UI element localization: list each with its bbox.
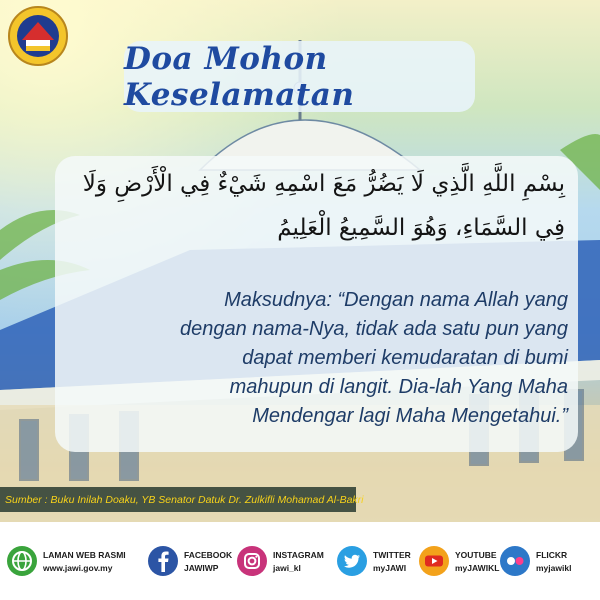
social-facebook[interactable] — [147, 545, 232, 577]
globe-icon — [6, 545, 38, 577]
jawi-logo — [6, 4, 70, 68]
source-banner — [0, 487, 364, 512]
social-label: INSTAGRAM — [273, 549, 324, 560]
meaning-line-3: dapat memberi kemudaratan di bumi — [242, 347, 568, 369]
youtube-icon — [418, 545, 450, 577]
meaning-line-5: Mendengar lagi Maha Mengetahui.” — [252, 405, 568, 427]
page-title: Doa Mohon Keselamatan — [124, 40, 355, 113]
meaning-line-1: Maksudnya: “Dengan nama Allah yang — [224, 289, 568, 311]
social-value: myJAWI — [373, 562, 407, 573]
social-value: www.jawi.gov.my — [43, 562, 113, 573]
meaning-line-4: mahupun di langit. Dia-lah Yang Maha — [229, 376, 568, 398]
meaning-line-2: dengan nama-Nya, tidak ada satu pun yang — [179, 318, 568, 340]
social-instagram[interactable] — [236, 545, 324, 577]
social-value: myJAWIKL — [455, 562, 500, 573]
prayer-meaning — [68, 286, 568, 431]
twitter-icon — [336, 545, 368, 577]
social-label: YOUTUBE — [455, 549, 497, 560]
social-youtube[interactable] — [418, 545, 499, 577]
social-twitter[interactable] — [336, 545, 411, 577]
social-value: JAWIWP — [184, 562, 219, 573]
social-website[interactable] — [6, 545, 126, 577]
flickr-icon — [499, 545, 531, 577]
social-label: FLICKR — [536, 549, 568, 560]
social-value: myjawikl — [536, 562, 572, 573]
arabic-prayer-text: بِسْمِ اللَّهِ الَّذِي لَا يَضُرُّ مَعَ اسْمِهِ شَيْءٌ فِي الْأَرْضِ وَلَا فِي السَّمَاءِ، وَهُوَ السَّمِيعُ الْعَلِيمُ — [82, 171, 565, 241]
social-label: TWITTER — [373, 549, 411, 560]
instagram-icon — [236, 545, 268, 577]
title-box — [124, 41, 475, 112]
source-text: Sumber : Buku Inilah Doaku, YB Senator Datuk Dr. Zulkifli Mohamad Al-Bakri — [5, 493, 364, 506]
social-value: jawi_kl — [273, 562, 301, 573]
social-label: FACEBOOK — [184, 549, 233, 560]
social-flickr[interactable] — [499, 545, 571, 577]
social-label: LAMAN WEB RASMI — [43, 549, 126, 560]
facebook-icon — [147, 545, 179, 577]
